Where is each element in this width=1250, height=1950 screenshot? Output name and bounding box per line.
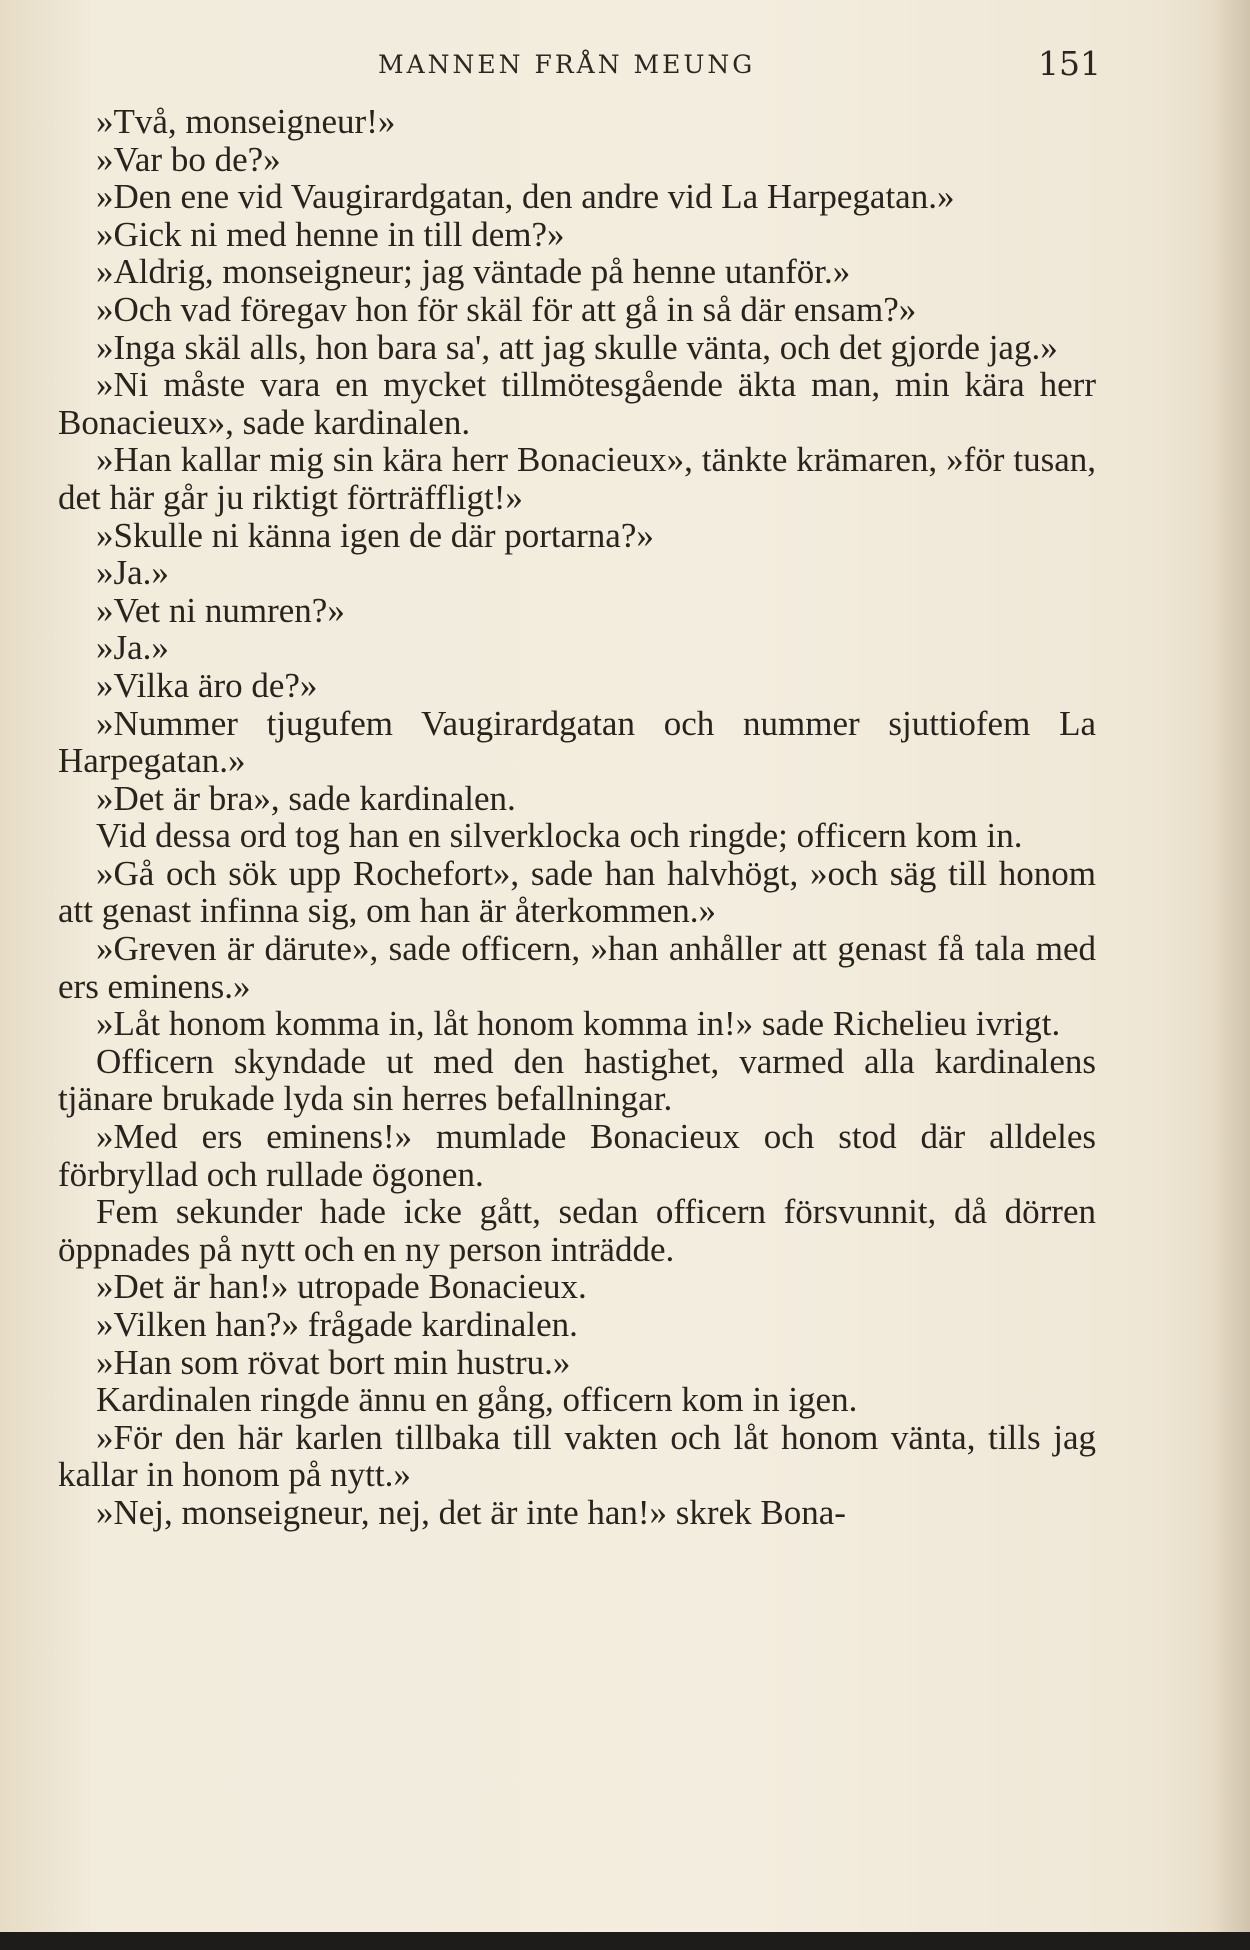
paragraph: Kardinalen ringde ännu en gång, officern kom in igen. xyxy=(96,1380,858,1420)
paragraph: »Nummer tjugufem Vaugirardgatan och nummer sjuttiofem La Harpegatan.» xyxy=(58,703,1096,781)
paragraph: »Och vad föregav hon för skäl för att gå in så där ensam?» xyxy=(96,289,917,329)
paragraph: »Ni måste vara en mycket tillmötesgående äkta man, min kära herr Bonacieux», sade kardinalen. xyxy=(58,365,1096,442)
paragraph: »Det är han!» utropade Bonacieux. xyxy=(96,1267,587,1307)
paragraph: Vid dessa ord tog han en silverklocka och ringde; officern kom in. xyxy=(96,816,1023,856)
paragraph: »Det är bra», sade kardinalen. xyxy=(96,778,516,818)
paragraph: »Nej, monseigneur, nej, det är inte han!» skrek Bona- xyxy=(96,1492,846,1532)
paragraph: Officern skyndade ut med den hastighet, varmed alla kardinalens tjänare brukade lyda sin herres befallningar. xyxy=(58,1041,1096,1119)
paragraph: »Gick ni med henne in till dem?» xyxy=(96,214,565,254)
paragraph: »Den ene vid Vaugirardgatan, den andre vid La Harpegatan.» xyxy=(96,177,955,217)
page-gutter-shadow xyxy=(1210,0,1250,1950)
paragraph: Fem sekunder hade icke gått, sedan officern försvunnit, då dörren öppnades på nytt och en ny person inträdde. xyxy=(58,1192,1096,1269)
paragraph: »Gå och sök upp Rochefort», sade han halvhögt, »och säg till honom att genast infinna sig, om han är återkommen.» xyxy=(58,853,1096,931)
paragraph: »För den här karlen tillbaka till vakten och låt honom vänta, tills jag kallar in honom på nytt.» xyxy=(58,1417,1096,1495)
paragraph: »Han kallar mig sin kära herr Bonacieux», tänkte krämaren, »för tusan, det här går ju riktigt förträffligt!» xyxy=(58,440,1096,517)
paragraph: »Skulle ni känna igen de där portarna?» xyxy=(96,515,654,555)
page-number: 151 xyxy=(1038,44,1101,83)
paragraph: »Greven är därute», sade officern, »han anhåller att genast få tala med ers eminens.» xyxy=(58,929,1096,1006)
paragraph: »Vet ni numren?» xyxy=(96,590,345,630)
paragraph: »Ja.» xyxy=(96,553,169,593)
paragraph: »Han som rövat bort min hustru.» xyxy=(96,1342,571,1382)
paragraph: »Vilka äro de?» xyxy=(96,665,318,705)
paragraph: »Var bo de?» xyxy=(96,139,281,179)
page-header xyxy=(0,44,1250,90)
paragraph: »Två, monseigneur!» xyxy=(96,102,396,141)
paragraph: »Ja.» xyxy=(96,628,169,668)
paragraph: »Vilken han?» frågade kardinalen. xyxy=(96,1305,578,1344)
running-title: MANNEN FRÅN MEUNG xyxy=(378,50,756,79)
paragraph: »Aldrig, monseigneur; jag väntade på henne utanför.» xyxy=(96,252,851,292)
paragraph: »Med ers eminens!» mumlade Bonacieux och stod där alldeles förbryllad och rullade ögonen. xyxy=(58,1117,1096,1194)
paragraph: »Inga skäl alls, hon bara sa', att jag skulle vänta, och det gjorde jag.» xyxy=(96,327,1058,367)
paragraph: »Låt honom komma in, låt honom komma in!» sade Richelieu ivrigt. xyxy=(96,1004,1061,1044)
body-text xyxy=(58,103,1096,1532)
scan-edge-band xyxy=(0,1932,1250,1950)
